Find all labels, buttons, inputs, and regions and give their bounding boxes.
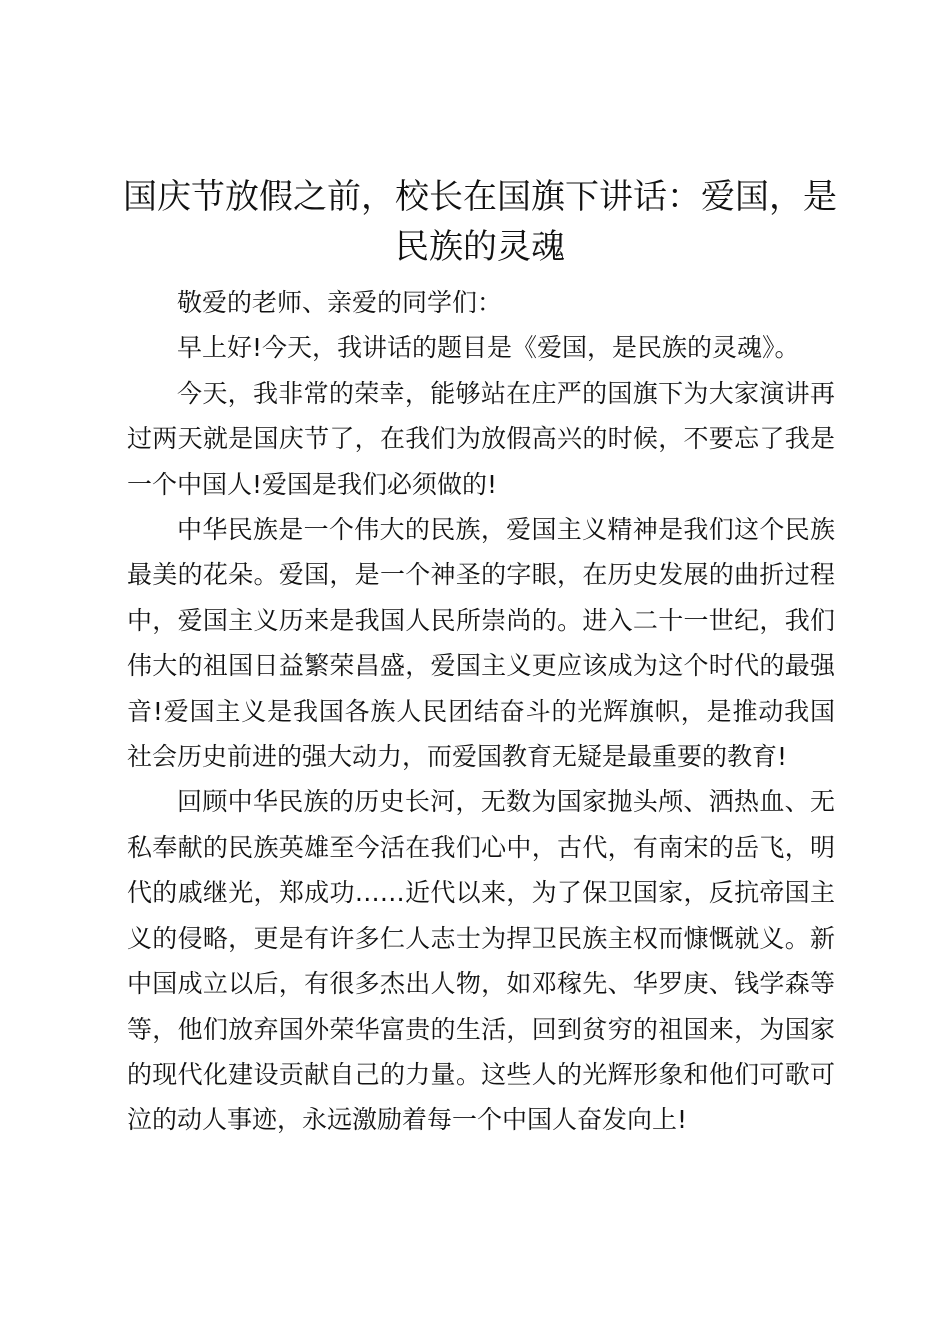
greeting-paragraph: 早上好!今天，我讲话的题目是《爱国，是民族的灵魂》。 [177,333,800,363]
body-paragraph-3: 回顾中华民族的历史长河，无数为国家抛头颅、洒热血、无私奉献的民族英雄至今活在我们心中，古代，有南宋的岳飞，明代的戚继光，郑成功……近代以来，为了保卫国家，反抗帝国主义的侵略，更是有许多仁人志士为捍卫民族主权而慷慨就义。新中国成立以后，有很多杰出人物，如邓稼先、华罗庚、钱学森等等，他们放弃国外荣华富贵的生活，回到贫穷的祖国来，为国家的现代化建设贡献自己的力量。这些人的光辉形象和他们可歌可泣的动人事迹，永远激励着每一个中国人奋发向上! [127,787,835,1135]
document-title: 国庆节放假之前，校长在国旗下讲话：爱国，是民族的灵魂 [123,177,837,267]
document-body [127,280,835,1143]
body-paragraph-2: 中华民族是一个伟大的民族，爱国主义精神是我们这个民族最美的花朵。爱国，是一个神圣的字眼，在历史发展的曲折过程中，爱国主义历来是我国人民所崇尚的。进入二十一世纪，我们伟大的祖国日益繁荣昌盛，爱国主义更应该成为这个时代的最强音!爱国主义是我国各族人民团结奋斗的光辉旗帜，是推动我国社会历史前进的强大动力，而爱国教育无疑是最重要的教育! [127,515,835,772]
body-paragraph-1: 今天，我非常的荣幸，能够站在庄严的国旗下为大家演讲再过两天就是国庆节了，在我们为放假高兴的时候，不要忘了我是一个中国人!爱国是我们必须做的! [127,378,835,499]
salutation-paragraph: 敬爱的老师、亲爱的同学们： [177,288,503,317]
